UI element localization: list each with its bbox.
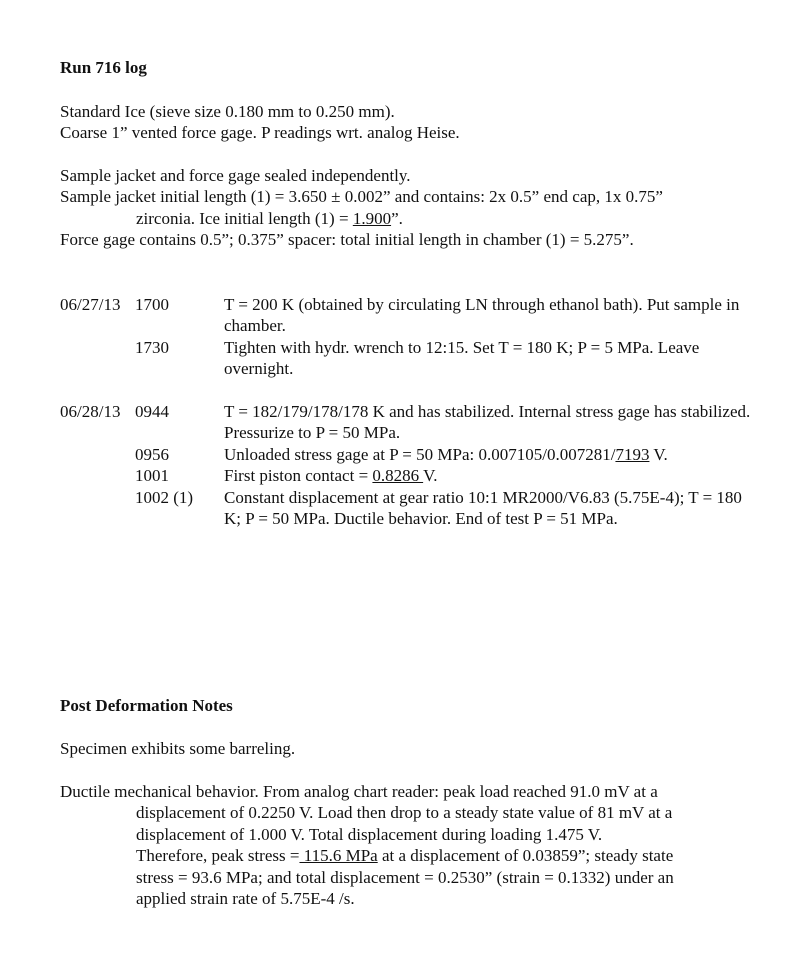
log-row — [60, 337, 760, 380]
entry-text-end: V. — [649, 444, 668, 464]
ice-length-value: 1.900 — [352, 208, 392, 228]
entry-text: Unloaded stress gage at P = 50 MPa: 0.007105/0.007281/ — [224, 444, 616, 464]
post-note-line: Ductile mechanical behavior. From analog chart reader: peak load reached 91.0 mV at a — [60, 781, 658, 801]
zirconia-text: zirconia. Ice initial length (1) = — [136, 208, 353, 228]
log-entry: Tighten with hydr. wrench to 12:15. Set T = 180 K; P = 5 MPa. Leave overnight. — [224, 337, 700, 378]
document-page — [60, 57, 760, 910]
setup-line-zirconia — [60, 208, 760, 230]
log-entry: T = 182/179/178/178 K and has stabilized. Internal stress gage has stabilized. Pressurize to P = 50 MPa. — [224, 401, 751, 442]
log-row — [60, 487, 760, 530]
log-time: 1001 — [135, 466, 169, 485]
log-date: 06/27/13 — [60, 294, 121, 314]
setup-line-gage: Coarse 1” vented force gage. P readings wrt. analog Heise. — [60, 123, 460, 142]
log-row — [60, 444, 760, 466]
zirconia-end: ”. — [391, 208, 403, 228]
log-date: 06/28/13 — [60, 401, 121, 421]
log-entry — [224, 444, 760, 466]
log-time: 1002 (1) — [135, 487, 194, 507]
run-log — [60, 294, 760, 530]
setup-line-sealed: Sample jacket and force gage sealed independently. — [60, 165, 411, 185]
setup-line-jacket: Sample jacket initial length (1) = 3.650 ± 0.002” and contains: 2x 0.5” end cap, 1x 0.75” — [60, 187, 663, 206]
log-row — [60, 465, 760, 487]
post-note-line: displacement of 1.000 V. Total displacement during loading 1.475 V. — [136, 824, 603, 844]
post-note-barreling: Specimen exhibits some barreling. — [60, 739, 296, 758]
post-note-line: displacement of 0.2250 V. Load then drop to a steady state value of 81 mV at a — [136, 803, 673, 822]
post-deformation-heading: Post Deformation Notes — [60, 695, 233, 715]
log-time: 1730 — [135, 337, 169, 357]
post-note-line — [60, 845, 760, 867]
underlined-value: 0.8286 — [372, 466, 424, 485]
log-row — [60, 294, 760, 337]
underlined-value: 7193 — [615, 444, 650, 464]
setup-line-force-gage: Force gage contains 0.5”; 0.375” spacer: total initial length in chamber (1) = 5.275”. — [60, 230, 634, 249]
log-time: 0944 — [135, 401, 169, 421]
log-row — [60, 401, 760, 444]
peak-stress-value: 115.6 MPa — [299, 846, 378, 865]
peak-stress-text: Therefore, peak stress = — [136, 846, 300, 865]
document-title: Run 716 log — [60, 58, 147, 77]
setup-line-ice: Standard Ice (sieve size 0.180 mm to 0.250 mm). — [60, 101, 395, 121]
peak-stress-end: at a displacement of 0.03859”; steady state — [377, 846, 674, 865]
entry-text-end: V. — [423, 466, 438, 485]
entry-text: First piston contact = — [224, 466, 373, 485]
log-time: 1700 — [135, 294, 169, 314]
log-time: 0956 — [135, 444, 169, 464]
post-note-line: applied strain rate of 5.75E-4 /s. — [136, 889, 355, 908]
log-entry — [224, 465, 760, 487]
post-note-line: stress = 93.6 MPa; and total displacement = 0.2530” (strain = 0.1332) under an — [136, 867, 674, 887]
log-entry: T = 200 K (obtained by circulating LN through ethanol bath). Put sample in chamber. — [224, 294, 740, 335]
log-entry: Constant displacement at gear ratio 10:1 MR2000/V6.83 (5.75E-4); T = 180 K; P = 50 MPa. Ductile behavior. End of test P = 51 MPa. — [224, 487, 742, 528]
